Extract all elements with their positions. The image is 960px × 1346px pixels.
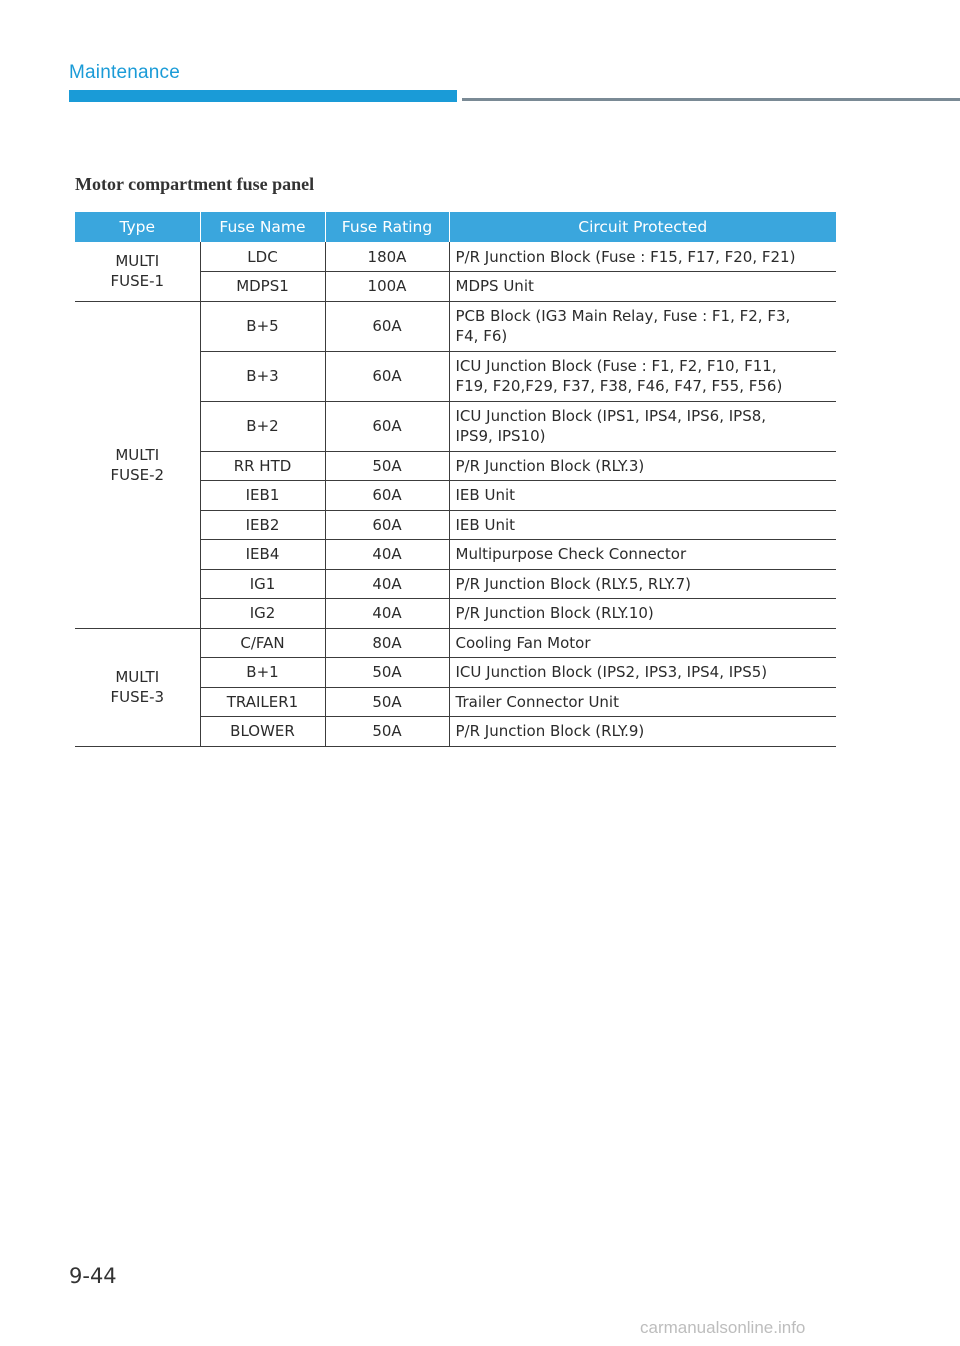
fuse-name-cell: MDPS1: [200, 272, 325, 302]
circuit-line: F4, F6): [455, 327, 508, 345]
fuse-rating-cell: 60A: [325, 481, 449, 511]
header-rule: [462, 98, 960, 101]
type-label-line1: MULTI: [115, 668, 160, 686]
fuse-rating-cell: 60A: [325, 510, 449, 540]
type-label-line2: FUSE-2: [110, 465, 165, 484]
column-header-fuse-name: Fuse Name: [200, 212, 325, 242]
circuit-line: ICU Junction Block (IPS1, IPS4, IPS6, IPS8,: [455, 407, 767, 425]
circuit-cell: IEB Unit: [449, 510, 836, 540]
type-label-line2: FUSE-3: [110, 688, 165, 706]
fuse-name-cell: IG1: [200, 569, 325, 599]
fuse-rating-cell: 50A: [325, 687, 449, 717]
table-header-row: [75, 212, 836, 242]
fuse-rating-cell: 60A: [325, 301, 449, 351]
fuse-name-cell: IEB2: [200, 510, 325, 540]
type-cell: [75, 301, 200, 628]
fuse-name-cell: TRAILER1: [200, 687, 325, 717]
fuse-name-cell: B+2: [200, 401, 325, 451]
fuse-name-cell: B+5: [200, 301, 325, 351]
header-accent-bar: [69, 90, 457, 102]
type-cell: [75, 628, 200, 746]
fuse-name-cell: IG2: [200, 599, 325, 629]
circuit-line: F19, F20,F29, F37, F38, F46, F47, F55, F56): [455, 377, 783, 395]
section-header-title: Maintenance: [69, 62, 180, 83]
fuse-name-cell: B+3: [200, 351, 325, 401]
circuit-cell: P/R Junction Block (RLY.3): [449, 451, 836, 481]
circuit-cell: Cooling Fan Motor: [449, 628, 836, 658]
fuse-rating-cell: 50A: [325, 451, 449, 481]
table-row: [75, 301, 836, 351]
page-number: 9-44: [69, 1264, 117, 1288]
circuit-cell: [449, 351, 836, 401]
table-row: [75, 628, 836, 658]
table-row: [75, 242, 836, 272]
circuit-line: PCB Block (IG3 Main Relay, Fuse : F1, F2, F3,: [455, 307, 791, 325]
fuse-name-cell: C/FAN: [200, 628, 325, 658]
column-header-circuit-protected: Circuit Protected: [449, 212, 836, 242]
fuse-rating-cell: 100A: [325, 272, 449, 302]
circuit-cell: [449, 401, 836, 451]
fuse-rating-cell: 50A: [325, 658, 449, 688]
fuse-rating-cell: 40A: [325, 540, 449, 570]
circuit-cell: MDPS Unit: [449, 272, 836, 302]
fuse-rating-cell: 60A: [325, 351, 449, 401]
fuse-rating-cell: 40A: [325, 569, 449, 599]
circuit-cell: P/R Junction Block (RLY.10): [449, 599, 836, 629]
circuit-cell: P/R Junction Block (Fuse : F15, F17, F20, F21): [449, 242, 836, 272]
circuit-cell: ICU Junction Block (IPS2, IPS3, IPS4, IPS5): [449, 658, 836, 688]
fuse-rating-cell: 60A: [325, 401, 449, 451]
type-label-line1: MULTI: [115, 252, 160, 271]
column-header-type: Type: [75, 212, 200, 242]
type-cell: [75, 242, 200, 301]
type-label-line1: MULTI: [115, 445, 160, 464]
fuse-name-cell: RR HTD: [200, 451, 325, 481]
circuit-cell: IEB Unit: [449, 481, 836, 511]
fuse-name-cell: IEB1: [200, 481, 325, 511]
fuse-rating-cell: 40A: [325, 599, 449, 629]
fuse-rating-cell: 50A: [325, 717, 449, 747]
fuse-table: [75, 212, 836, 747]
fuse-name-cell: BLOWER: [200, 717, 325, 747]
type-label-line2: FUSE-1: [110, 272, 165, 291]
fuse-name-cell: IEB4: [200, 540, 325, 570]
circuit-line: IPS9, IPS10): [455, 427, 546, 445]
fuse-name-cell: B+1: [200, 658, 325, 688]
fuse-rating-cell: 80A: [325, 628, 449, 658]
circuit-cell: P/R Junction Block (RLY.9): [449, 717, 836, 747]
circuit-cell: [449, 301, 836, 351]
page-title: Motor compartment fuse panel: [75, 174, 315, 194]
fuse-rating-cell: 180A: [325, 242, 449, 272]
column-header-fuse-rating: Fuse Rating: [325, 212, 449, 242]
circuit-cell: Trailer Connector Unit: [449, 687, 836, 717]
watermark-text: carmanualsonline.info: [640, 1318, 806, 1337]
circuit-line: ICU Junction Block (Fuse : F1, F2, F10, F11,: [455, 357, 777, 375]
circuit-cell: Multipurpose Check Connector: [449, 540, 836, 570]
fuse-name-cell: LDC: [200, 242, 325, 272]
circuit-cell: P/R Junction Block (RLY.5, RLY.7): [449, 569, 836, 599]
